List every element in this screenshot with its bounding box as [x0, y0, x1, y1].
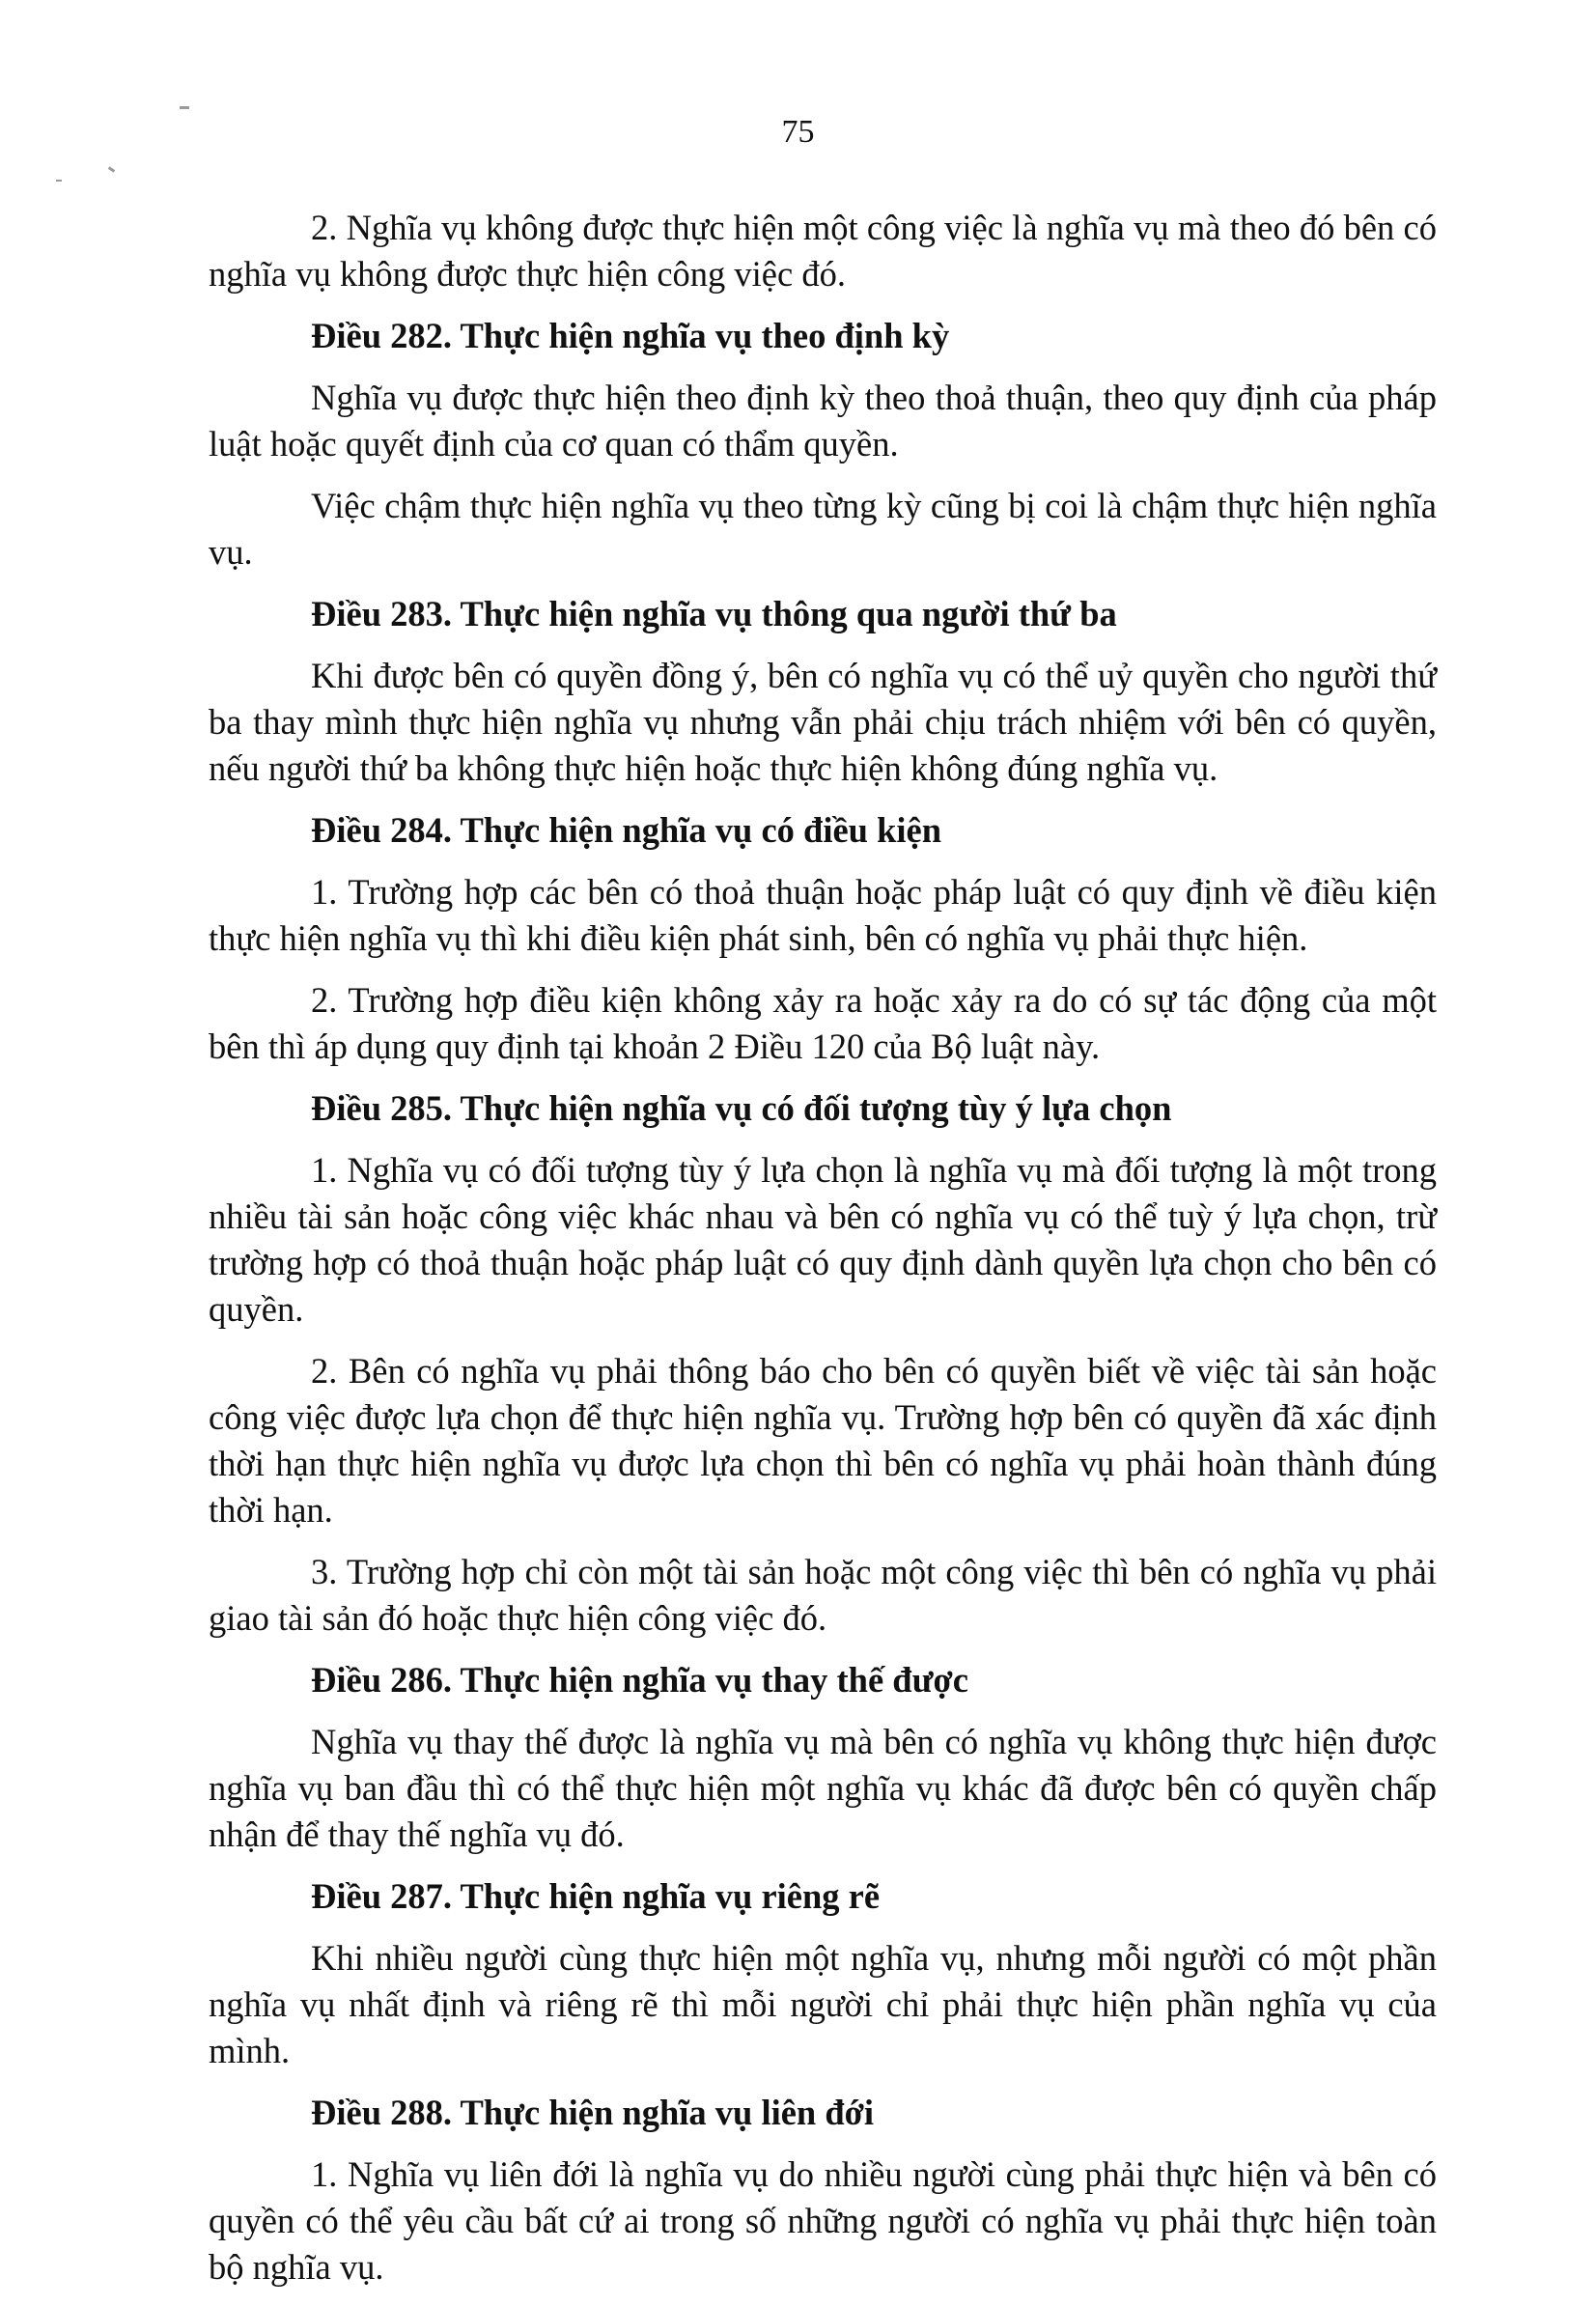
article-heading: Điều 288. Thực hiện nghĩa vụ liên đới [311, 2093, 875, 2132]
scan-mark [56, 180, 62, 182]
paragraph: 3. Trường hợp chỉ còn một tài sản hoặc một công việc thì bên có nghĩa vụ phải giao tài sản đó hoặc thực hiện công việc đó. [209, 1552, 1437, 1638]
article-heading: Điều 285. Thực hiện nghĩa vụ có đối tượng tùy ý lựa chọn [311, 1088, 1172, 1128]
paragraph: 1. Nghĩa vụ liên đới là nghĩa vụ do nhiều người cùng phải thực hiện và bên có quyền có thể yêu cầu bất cứ ai trong số những người có nghĩa vụ phải thực hiện toàn bộ nghĩa vụ. [209, 2154, 1437, 2287]
article-heading: Điều 283. Thực hiện nghĩa vụ thông qua người thứ ba [311, 594, 1117, 633]
paragraph: Khi được bên có quyền đồng ý, bên có nghĩa vụ có thể uỷ quyền cho người thứ ba thay mình thực hiện nghĩa vụ nhưng vẫn phải chịu trách nhiệm với bên có quyền, nếu người thứ ba không thực hiện hoặc thực hiện không đúng nghĩa vụ. [209, 656, 1437, 788]
paragraph: Nghĩa vụ thay thế được là nghĩa vụ mà bên có nghĩa vụ không thực hiện được nghĩa vụ ban đầu thì có thể thực hiện một nghĩa vụ khác đã được bên có quyền chấp nhận để thay thế nghĩa vụ đó. [209, 1722, 1437, 1854]
paragraph: 1. Trường hợp các bên có thoả thuận hoặc pháp luật có quy định về điều kiện thực hiện nghĩa vụ thì khi điều kiện phát sinh, bên có nghĩa vụ phải thực hiện. [209, 872, 1437, 958]
paragraph: Việc chậm thực hiện nghĩa vụ theo từng kỳ cũng bị coi là chậm thực hiện nghĩa vụ. [209, 486, 1437, 572]
article-heading: Điều 287. Thực hiện nghĩa vụ riêng rẽ [311, 1876, 881, 1916]
article-heading: Điều 282. Thực hiện nghĩa vụ theo định kỳ [311, 316, 950, 355]
paragraph: 2. Nghĩa vụ không được thực hiện một công việc là nghĩa vụ mà theo đó bên có nghĩa vụ không được thực hiện công việc đó. [209, 208, 1437, 294]
paragraph: 1. Nghĩa vụ có đối tượng tùy ý lựa chọn là nghĩa vụ mà đối tượng là một trong nhiều tài sản hoặc công việc khác nhau và bên có nghĩa vụ có thể tuỳ ý lựa chọn, trừ trường hợp có thoả thuận hoặc pháp luật có quy định dành quyền lựa chọn cho bên có quyền. [209, 1150, 1437, 1329]
paragraph: Khi nhiều người cùng thực hiện một nghĩa vụ, nhưng mỗi người có một phần nghĩa vụ nhất định và riêng rẽ thì mỗi người chỉ phải thực hiện phần nghĩa vụ của mình. [209, 1938, 1437, 2070]
paragraph: 2. Bên có nghĩa vụ phải thông báo cho bên có quyền biết về việc tài sản hoặc công việc được lựa chọn để thực hiện nghĩa vụ. Trường hợp bên có quyền đã xác định thời hạn thực hiện nghĩa vụ được lựa chọn thì bên có nghĩa vụ phải hoàn thành đúng thời hạn. [209, 1351, 1437, 1530]
paragraph: Nghĩa vụ được thực hiện theo định kỳ theo thoả thuận, theo quy định của pháp luật hoặc quyết định của cơ quan có thẩm quyền. [209, 378, 1437, 464]
document-body [209, 205, 1437, 2306]
article-heading: Điều 286. Thực hiện nghĩa vụ thay thế được [311, 1660, 968, 1700]
scan-mark [108, 166, 115, 172]
article-heading: Điều 284. Thực hiện nghĩa vụ có điều kiện [311, 810, 942, 850]
page-number: 75 [781, 114, 815, 150]
paragraph: 2. Trường hợp điều kiện không xảy ra hoặc xảy ra do có sự tác động của một bên thì áp dụng quy định tại khoản 2 Điều 120 của Bộ luật này. [209, 980, 1437, 1066]
scan-mark [180, 106, 189, 109]
